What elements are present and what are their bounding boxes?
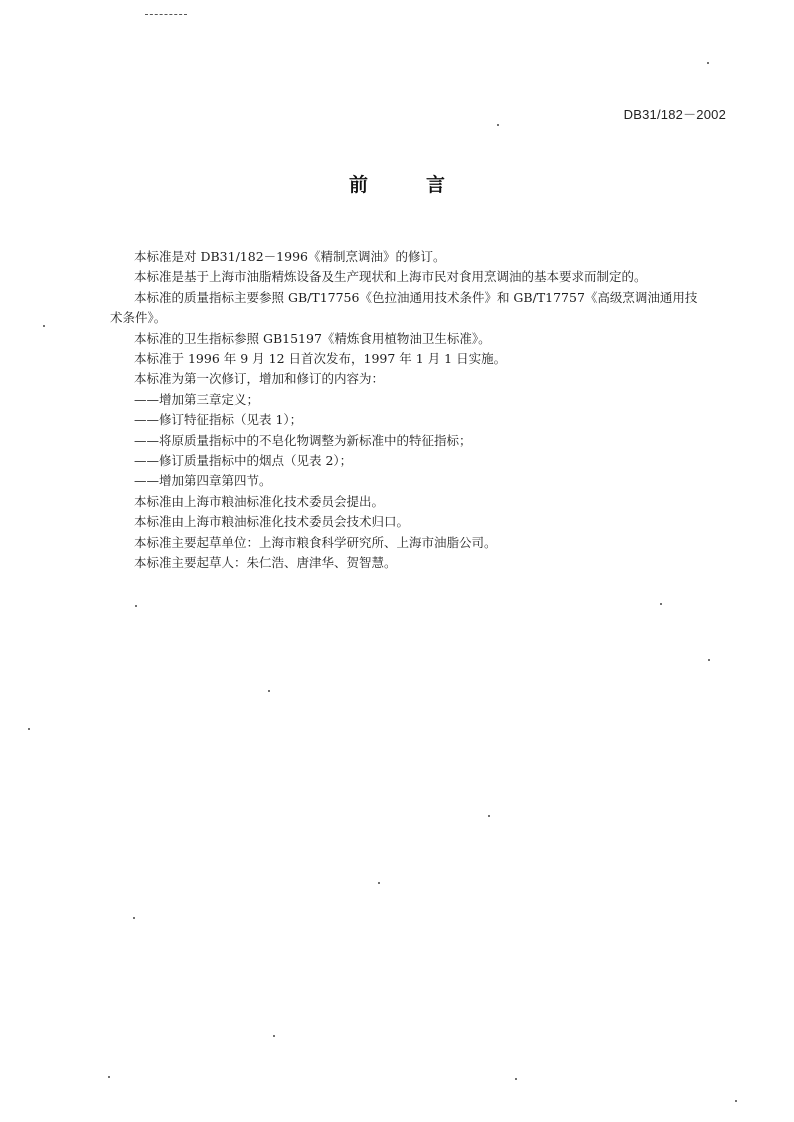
paragraph: 本标准主要起草人：朱仁浩、唐津华、贺智慧。: [134, 555, 397, 571]
scan-mark: [145, 14, 187, 15]
scan-speck: [43, 325, 45, 327]
preface-body: [110, 247, 738, 574]
page-title: [0, 170, 794, 197]
paragraph: 本标准的卫生指标参照 GB15197《精炼食用植物油卫生标准》。: [134, 330, 491, 346]
paragraph: 本标准由上海市粮油标准化技术委员会提出。: [134, 493, 385, 509]
paragraph: 本标准是对 DB31/182－1996《精制烹调油》的修订。: [134, 249, 446, 264]
title-char-1: 前: [348, 174, 368, 196]
scan-speck: [708, 659, 710, 661]
list-item: ——增加第四章第四节。: [134, 473, 272, 489]
standard-number: DB31/182－2002: [623, 107, 726, 122]
scan-speck: [273, 1035, 275, 1037]
list-item: ——增加第三章定义；: [134, 391, 260, 407]
scan-speck: [268, 690, 270, 692]
scan-speck: [108, 1076, 110, 1078]
list-item: ——将原质量指标中的不皂化物调整为新标准中的特征指标；: [134, 432, 472, 448]
scan-speck: [378, 882, 380, 884]
scan-speck: [735, 1100, 737, 1102]
scan-speck: [660, 603, 662, 605]
paragraph-continuation: 术条件》。: [110, 310, 167, 326]
scan-speck: [135, 605, 137, 607]
list-item: ——修订质量指标中的烟点（见表 2）；: [134, 453, 353, 469]
scan-speck: [707, 62, 709, 64]
scan-speck: [28, 728, 30, 730]
scan-speck: [133, 917, 135, 919]
scan-speck: [515, 1078, 517, 1080]
paragraph: 本标准主要起草单位：上海市粮食科学研究所、上海市油脂公司。: [134, 534, 497, 550]
list-item: ——修订特征指标（见表 1）；: [134, 412, 303, 428]
paragraph: 本标准的质量指标主要参照 GB/T17756《色拉油通用技术条件》和 GB/T17757《高级烹调油通用技: [134, 289, 698, 305]
paragraph: 本标准为第一次修订，增加和修订的内容为：: [134, 371, 385, 387]
scan-speck: [497, 124, 499, 126]
paragraph: 本标准是基于上海市油脂精炼设备及生产现状和上海市民对食用烹调油的基本要求而制定的。: [134, 269, 647, 285]
paragraph: 本标准由上海市粮油标准化技术委员会技术归口。: [134, 514, 410, 530]
title-char-2: 言: [426, 174, 446, 196]
paragraph: 本标准于 1996 年 9 月 12 日首次发布，1997 年 1 月 1 日实施。: [134, 351, 507, 367]
scan-speck: [488, 815, 490, 817]
